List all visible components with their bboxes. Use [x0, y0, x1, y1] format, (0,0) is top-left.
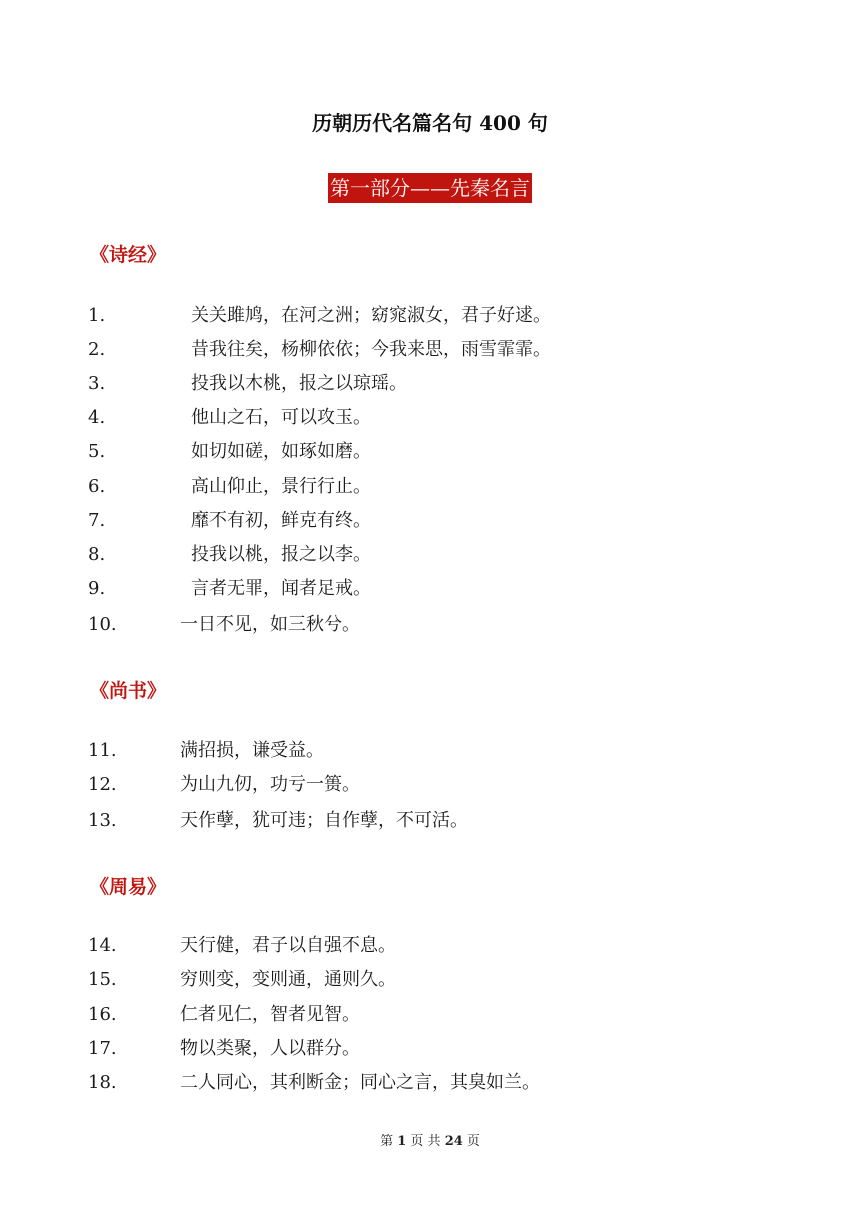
item-text: 他山之石，可以攻玉。 — [191, 407, 371, 428]
item-number: 8. — [88, 544, 106, 565]
item-number: 18. — [88, 1072, 117, 1093]
item-text: 天作孽，犹可违；自作孽，不可活。 — [180, 810, 468, 831]
page-footer — [0, 1130, 860, 1149]
item-number: 6. — [88, 476, 106, 497]
section-heading-zhouyi: 《周易》 — [90, 876, 167, 898]
item-text: 投我以木桃，报之以琼瑶。 — [191, 373, 407, 394]
footer-current-page: 1 — [397, 1134, 407, 1149]
footer-middle: 页 共 — [410, 1134, 441, 1149]
item-number: 2. — [88, 339, 106, 360]
footer-prefix: 第 — [380, 1134, 394, 1149]
item-number: 11. — [88, 740, 117, 761]
item-number: 10. — [88, 614, 117, 635]
item-number: 15. — [88, 969, 117, 990]
item-text: 穷则变，变则通，通则久。 — [180, 969, 396, 990]
item-number: 13. — [88, 810, 117, 831]
item-text: 投我以桃，报之以李。 — [191, 544, 371, 565]
page-title: 历朝历代名篇名句 400 句 — [312, 111, 548, 135]
item-text: 满招损，谦受益。 — [180, 740, 324, 761]
item-number: 12. — [88, 774, 117, 795]
item-text: 关关雎鸠，在河之洲；窈窕淑女，君子好逑。 — [191, 305, 551, 326]
item-text: 一日不见，如三秋兮。 — [180, 614, 360, 635]
item-number: 14. — [88, 935, 117, 956]
item-text: 高山仰止，景行行止。 — [191, 476, 371, 497]
item-number: 9. — [88, 578, 106, 599]
item-text: 天行健，君子以自强不息。 — [180, 935, 396, 956]
item-number: 1. — [88, 305, 106, 326]
item-number: 16. — [88, 1004, 117, 1025]
item-text: 言者无罪，闻者足戒。 — [191, 578, 371, 599]
footer-total-pages: 24 — [444, 1134, 463, 1149]
item-number: 3. — [88, 373, 106, 394]
item-text: 仁者见仁，智者见智。 — [180, 1004, 360, 1025]
section-heading-shangshu: 《尚书》 — [90, 680, 167, 702]
item-number: 17. — [88, 1038, 117, 1059]
item-text: 如切如磋，如琢如磨。 — [191, 441, 371, 462]
item-number: 7. — [88, 510, 106, 531]
item-text: 二人同心，其利断金；同心之言，其臭如兰。 — [180, 1072, 540, 1093]
item-text: 为山九仞，功亏一篑。 — [180, 774, 360, 795]
item-number: 5. — [88, 441, 106, 462]
item-number: 4. — [88, 407, 106, 428]
section-heading-shijing: 《诗经》 — [90, 244, 167, 266]
item-text: 靡不有初，鲜克有终。 — [191, 510, 371, 531]
item-text: 昔我往矣，杨柳依依；今我来思，雨雪霏霏。 — [191, 339, 551, 360]
part-heading: 第一部分——先秦名言 — [328, 173, 532, 203]
part-heading-banner — [0, 173, 860, 203]
footer-suffix: 页 — [466, 1134, 480, 1149]
item-text: 物以类聚，人以群分。 — [180, 1038, 360, 1059]
